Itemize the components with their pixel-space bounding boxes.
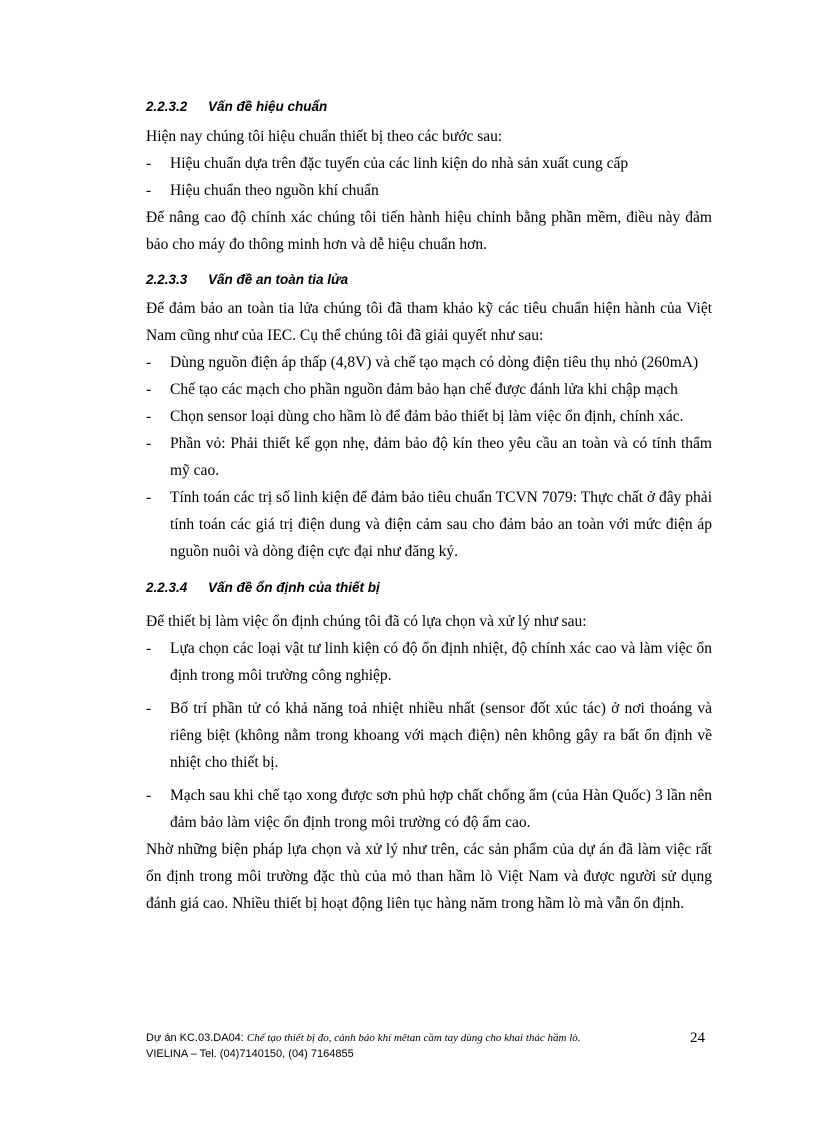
bullet-dash: - [146,787,152,804]
paragraph: Để đảm bảo an toàn tia lửa chúng tôi đã tham khảo kỹ các tiêu chuẩn hiện hành của Việt Nam cũng như của IEC. Cụ thể chúng tôi đã giải quyết như sau: [146,300,712,344]
bullet-dash: - [146,435,152,452]
bullet-dash: - [146,155,152,172]
paragraph: Nhờ những biện pháp lựa chọn và xử lý như trên, các sản phẩm của dự án đã làm việc rất ổn định trong môi trường đặc thù của mỏ than hầm lò Việt Nam và được người sử dụng đánh giá cao. Nhiều thiết bị hoạt động liên tục hàng năm trong hầm lò mà vẫn ổn định. [146,841,712,912]
section-title: Vấn đề ổn định của thiết bị [208,580,380,595]
list-item: - Mạch sau khi chế tạo xong được sơn phủ hợp chất chống ẩm (của Hàn Quốc) 3 lần nên đảm bảo làm việc ổn định trong môi trường có độ ẩm cao. [146,782,712,836]
list-item: - Dùng nguồn điện áp thấp (4,8V) và chế tạo mạch có dòng điện tiêu thụ nhỏ (260mA) [146,349,712,376]
list-item: - Lựa chọn các loại vật tư linh kiện có độ ổn định nhiệt, độ chính xác cao và làm việc ổn định trong môi trường công nghiệp. [146,635,712,689]
section-number: 2.2.3.2 [146,99,188,114]
section-title: Vấn đề an toàn tia lửa [208,272,349,287]
bullet-dash: - [146,354,152,371]
bullet-dash: - [146,640,152,657]
bullet-dash: - [146,408,152,425]
footer-project-label: Dự án KC.03.DA04: [146,1032,247,1044]
bullet-dash: - [146,381,152,398]
list-item: - Hiệu chuẩn dựa trên đặc tuyến của các linh kiện do nhà sản xuất cung cấp [146,150,712,177]
footer-project-line [146,1030,712,1046]
list-item: - Bố trí phần tử có khả năng toả nhiệt nhiều nhất (sensor đốt xúc tác) ở nơi thoáng và riêng biệt (không nằm trong khoang với mạch điện) nên không gây ra bất ổn định về nhiệt cho thiết bị. [146,695,712,776]
bullet-dash: - [146,700,152,717]
list-item: - Tính toán các trị số linh kiện để đảm bảo tiêu chuẩn TCVN 7079: Thực chất ở đây phải tính toán các giá trị điện dung và điện cảm sau cho đảm bảo an toàn với mức điện áp nguồn nuôi và dòng điện cực đại như đăng ký. [146,484,712,565]
section-number: 2.2.3.3 [146,272,188,287]
list-item: - Hiệu chuẩn theo nguồn khí chuẩn [146,177,712,204]
section-heading-2233 [146,269,712,291]
list-item: - Chế tạo các mạch cho phần nguồn đảm bảo hạn chế được đánh lửa khi chập mạch [146,376,712,403]
footer-contact: VIELINA – Tel. (04)7140150, (04) 7164855 [146,1048,354,1060]
page-footer [146,1030,712,1062]
list-item: - Chọn sensor loại dùng cho hầm lò để đảm bảo thiết bị làm việc ổn định, chính xác. [146,403,712,430]
section-heading-2232 [146,96,712,118]
footer-project-title: Chế tạo thiết bị đo, cảnh báo khí mêtan cầm tay dùng cho khai thác hầm lò. [246,1032,581,1044]
section-title: Vấn đề hiệu chuẩn [208,99,328,114]
page-number: 24 [690,1030,705,1046]
paragraph: Để thiết bị làm việc ổn định chúng tôi đã có lựa chọn và xử lý như sau: [146,613,587,630]
paragraph: Để nâng cao độ chính xác chúng tôi tiến hành hiệu chỉnh bằng phần mềm, điều này đảm bảo cho máy đo thông minh hơn và dễ hiệu chuẩn hơn. [146,209,712,253]
bullet-dash: - [146,489,152,506]
list-item: - Phần vỏ: Phải thiết kế gọn nhẹ, đảm bảo độ kín theo yêu cầu an toàn và có tính thẩm mỹ cao. [146,430,712,484]
section-number: 2.2.3.4 [146,580,188,595]
bullet-dash: - [146,182,152,199]
paragraph: Hiện nay chúng tôi hiệu chuẩn thiết bị theo các bước sau: [146,128,503,145]
page-content [146,96,712,917]
section-heading-2234 [146,577,712,599]
